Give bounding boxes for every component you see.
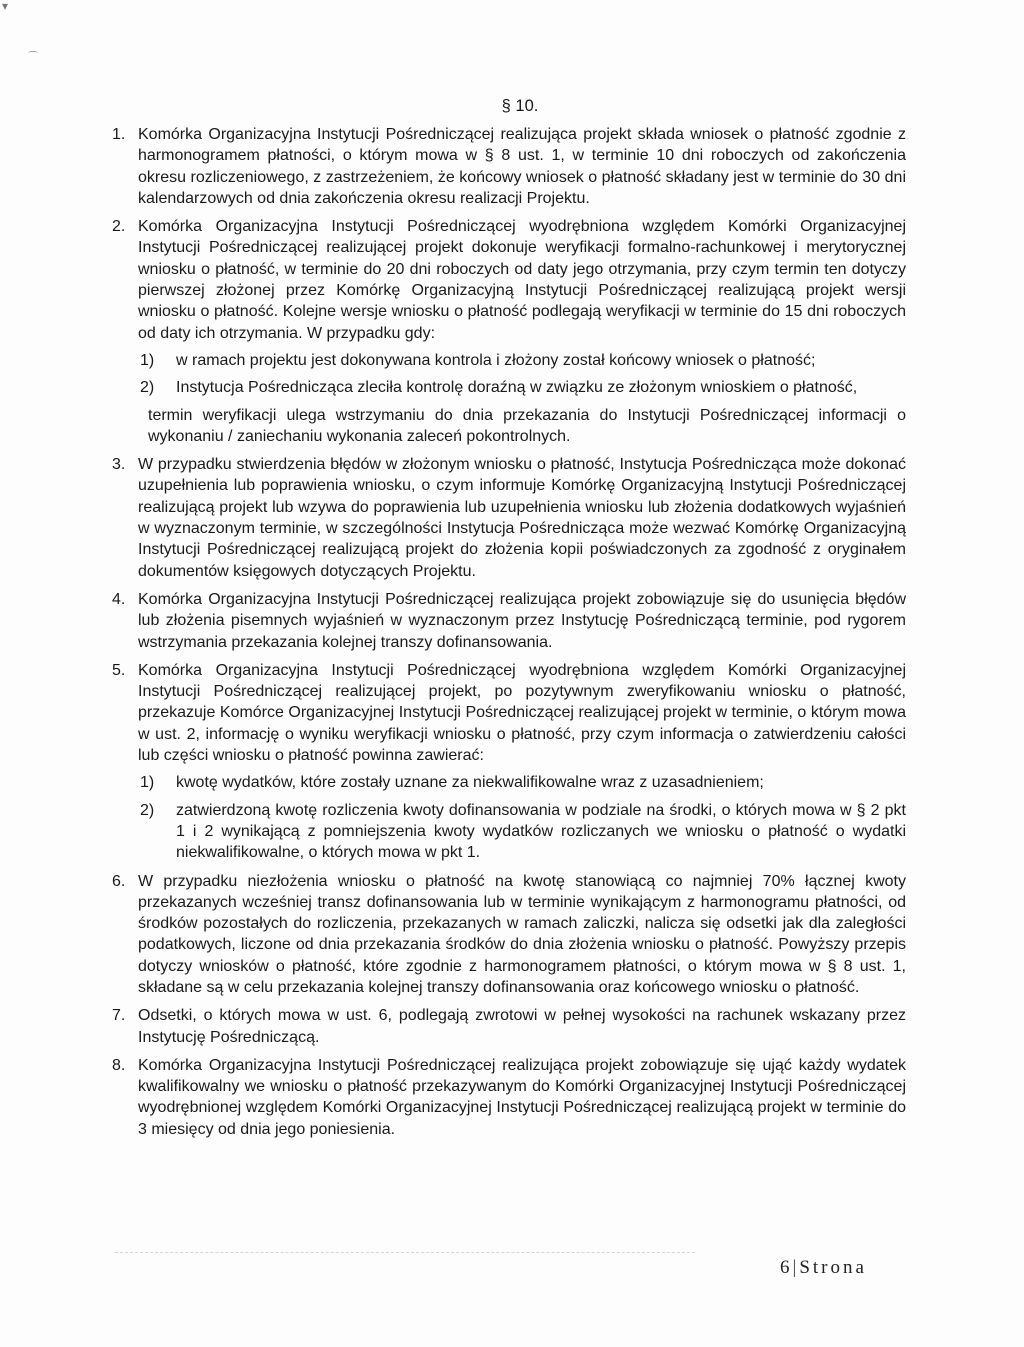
scan-speck: ⌒ (28, 52, 38, 63)
list-item (138, 800, 906, 864)
paragraph-2 (110, 216, 906, 447)
paragraph-8 (110, 1055, 906, 1140)
paragraph-number: 5. (112, 661, 126, 679)
paragraph-number: 7. (112, 1007, 126, 1025)
scan-speck: ▾ (2, 0, 9, 13)
paragraph-text: Odsetki, o których mowa w ust. 6, podlegają zwrotowi w pełnej wysokości na rachunek wskazany przez Instytucję Pośredniczącą. (138, 1007, 906, 1046)
page-number: 6 (780, 1257, 793, 1278)
paragraph-6 (110, 871, 906, 999)
paragraph-text: Komórka Organizacyjna Instytucji Pośredniczącej realizująca projekt zobowiązuje się do usunięcia błędów lub złożenia pisemnych wyjaśnień w wyznaczonym przez Instytucję Pośredniczącą terminie, pod rygorem wstrzymania przekazania kolejnej transzy dofinansowania. (138, 590, 906, 651)
paragraph-number: 6. (112, 872, 126, 890)
footer-divider (115, 1252, 695, 1253)
list-item-text: w ramach projektu jest dokonywana kontrola i złożony został końcowy wniosek o płatność; (176, 351, 816, 369)
paragraph-number: 4. (112, 590, 126, 608)
list-item-text: zatwierdzoną kwotę rozliczenia kwoty dofinansowania w podziale na środki, o których mowa w § 2 pkt 1 i 2 wynikającą z pomniejszenia kwoty wydatków rozliczanych we wniosku o płatność o wydatki niekwalifikowalne, o których mowa w pkt 1. (176, 801, 906, 862)
page-label: Strona (799, 1257, 867, 1278)
paragraph-number: 8. (112, 1056, 126, 1074)
list-item (138, 350, 906, 371)
list-item-text: Instytucja Pośrednicząca zleciła kontrolę doraźną w związku ze złożonym wnioskiem o płatność, (176, 379, 858, 397)
list-item-number: 1) (140, 351, 155, 369)
list-item-text: kwotę wydatków, które zostały uznane za niekwalifikowalne wraz z uzasadnieniem; (176, 774, 764, 792)
paragraph-text: Komórka Organizacyjna Instytucji Pośredniczącej realizująca projekt zobowiązuje się ująć każdy wydatek kwalifikowalny we wniosku o płatność przekazywanym do Komórki Organizacyjnej Instytucji Pośredniczącej wyodrębnionej względem Komórki Organizacyjnej Instytucji Pośredniczącej realizującą projekt w terminie do 3 miesięcy od dnia jego poniesienia. (138, 1056, 906, 1138)
paragraph-text: Komórka Organizacyjna Instytucji Pośredniczącej realizująca projekt składa wniosek o płatność zgodnie z harmonogramem płatności, o którym mowa w § 8 ust. 1, w terminie 10 dni roboczych od zakończenia okresu rozliczeniowego, z zastrzeżeniem, że końcowy wniosek o płatność składany jest w terminie do 30 dni kalendarzowych od dnia zakończenia okresu realizacji Projektu. (138, 126, 906, 207)
paragraph-4 (110, 589, 906, 653)
paragraph-number: 1. (112, 126, 126, 143)
paragraph-number: 2. (112, 218, 126, 236)
paragraph-1 (110, 124, 906, 209)
paragraph-3 (110, 454, 906, 582)
paragraph-number: 3. (112, 456, 126, 474)
paragraph-5 (110, 660, 906, 864)
paragraph-text: Komórka Organizacyjna Instytucji Pośredniczącej wyodrębniona względem Komórki Organizacyjnej Instytucji Pośredniczącej realizującej projekt dokonuje weryfikacji formalno-rachunkowej i merytorycznej wniosku o płatność, w terminie do 20 dni roboczych od daty jego otrzymania, przy czym termin ten dotyczy pierwszej złożonej przez Komórkę Organizacyjną Instytucji Pośredniczącej realizującą projekt wersji wniosku o płatność. Kolejne wersje wniosku o płatność podlegają weryfikacji w terminie do 15 dni roboczych od daty ich otrzymania. W przypadku gdy: (138, 218, 906, 342)
paragraph-text: Komórka Organizacyjna Instytucji Pośredniczącej wyodrębniona względem Komórki Organizacyjnej Instytucji Pośredniczącej realizującej projekt, po pozytywnym zweryfikowaniu wniosku o płatność, przekazuje Komórce Organizacyjnej Instytucji Pośredniczącej realizującej projekt w terminie, o którym mowa w ust. 2, informację o wyniku weryfikacji wniosku o płatność, przy czym informacja o zatwierdzeniu całości lub części wniosku o płatność powinna zawierać: (138, 661, 906, 765)
list-item (138, 772, 906, 793)
paragraph-text: W przypadku niezłożenia wniosku o płatność na kwotę stanowiącą co najmniej 70% łącznej kwoty przekazanych wcześniej transz dofinansowania lub w terminie wynikającym z harmonogramu płatności, od środków pozostałych do rozliczenia, przekazanych w ramach zaliczki, nalicza się odsetki jak dla zaległości podatkowych, liczone od dnia przekazania środków do dnia złożenia wniosku o płatność. Powyższy przepis dotyczy wniosków o płatność, które zgodnie z harmonogramem płatności, o którym mowa w § 8 ust. 1, składane są w celu przekazania kolejnej transzy dofinansowania oraz końcowego wniosku o płatność. (138, 872, 906, 996)
paragraph-7 (110, 1005, 906, 1048)
page-footer (780, 1256, 867, 1280)
footer-separator: | (792, 1257, 800, 1278)
list-item-number: 2) (140, 801, 155, 819)
list-item (138, 377, 906, 398)
list-item-number: 1) (140, 774, 155, 792)
paragraph-tail-text: termin weryfikacji ulega wstrzymaniu do dnia przekazania do Instytucji Pośredniczącej informacji o wykonaniu / zaniechaniu wykonania zaleceń pokontrolnych. (148, 406, 906, 445)
document-body (110, 124, 906, 1140)
section-title: § 10. (501, 97, 539, 115)
list-item-number: 2) (140, 379, 155, 397)
paragraph-text: W przypadku stwierdzenia błędów w złożonym wniosku o płatność, Instytucja Pośrednicząca może dokonać uzupełnienia lub poprawienia wniosku, o czym informuje Komórkę Organizacyjną Instytucji Pośredniczącej realizującą projekt lub wzywa do poprawienia lub uzupełnienia wniosku lub złożenia dodatkowych wyjaśnień w wyznaczonym terminie, w szczególności Instytucja Pośrednicząca może wezwać Komórkę Organizacyjną Instytucji Pośredniczącej realizującą projekt do złożenia kopii poświadczonych za zgodność z oryginałem dokumentów księgowych dotyczących Projektu. (138, 456, 906, 580)
